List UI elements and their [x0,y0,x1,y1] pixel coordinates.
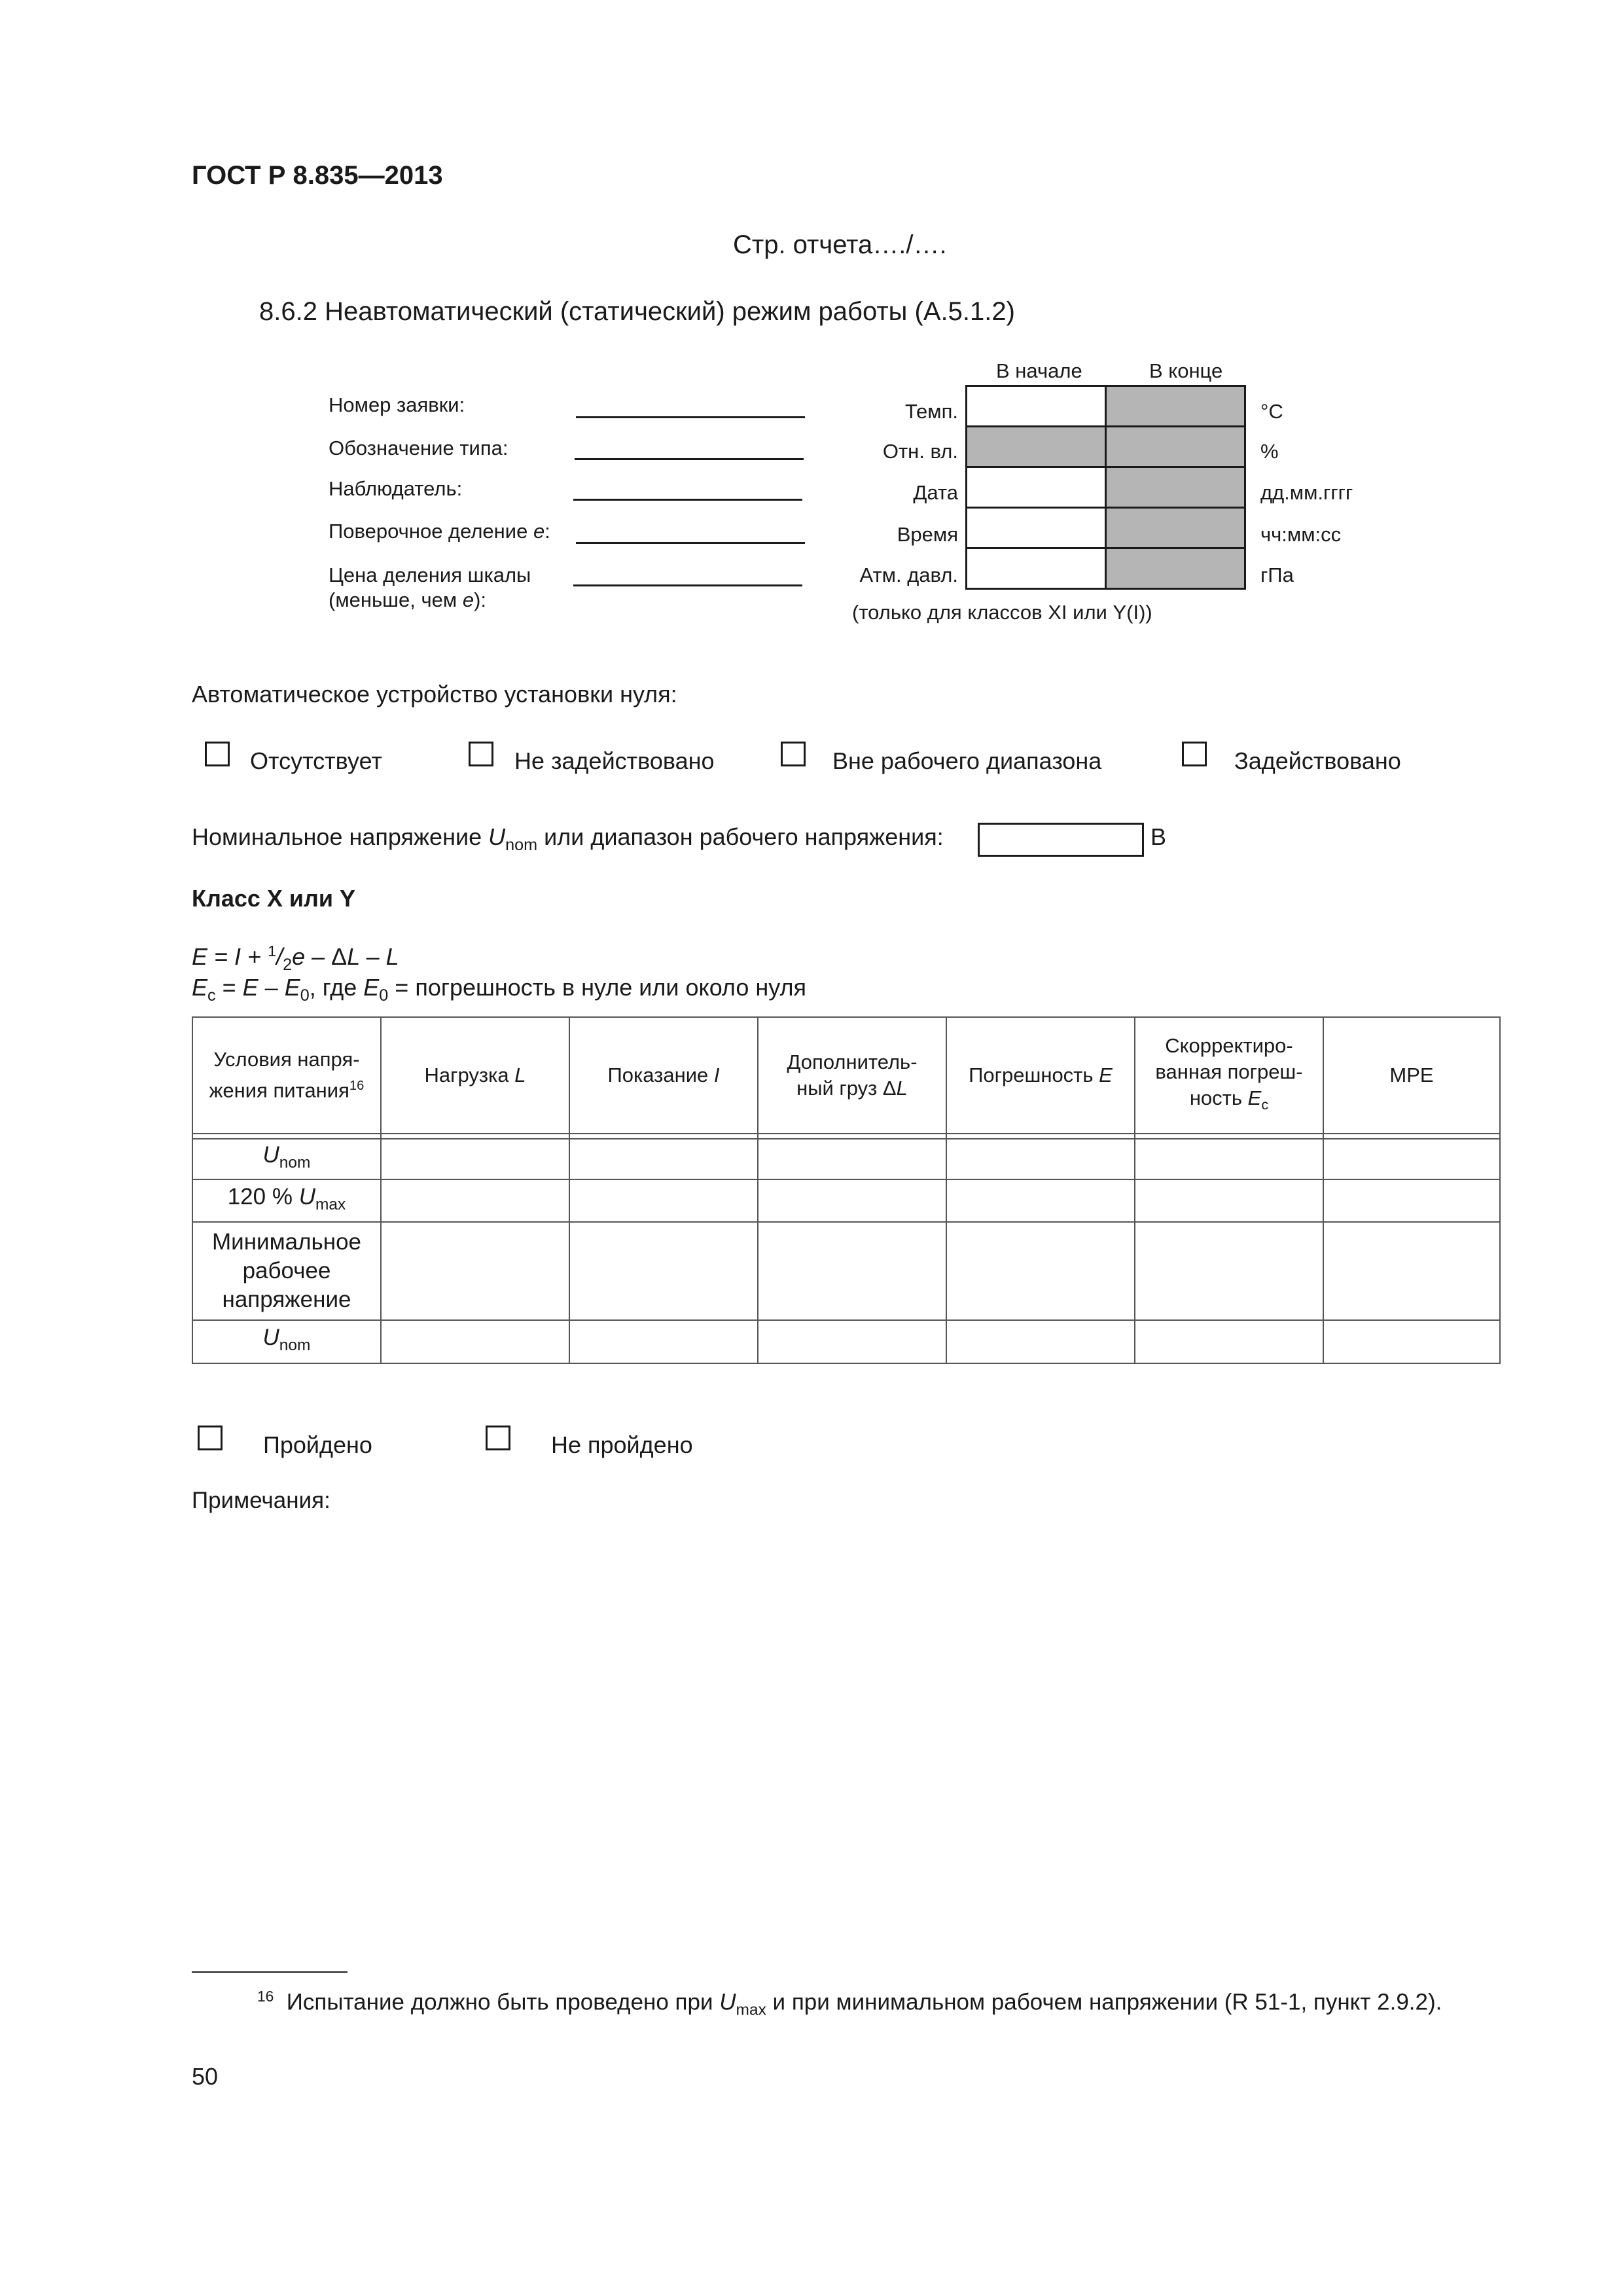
checkbox-out-of-range[interactable] [781,742,806,766]
formula-error: $E = I + ^1/_2e - \Delta L - L$ [192,942,399,975]
field-label-scale-interval: Цена деления шкалы (меньше, чем e): [329,564,531,611]
time-end-cell [1106,508,1245,548]
checkbox-out-of-range-label: Вне рабочего диапазона [832,747,1102,774]
col-end-header: В конце [1149,359,1223,382]
cond-label-date: Дата [913,481,958,504]
unit-date: дд.мм.гггг [1260,481,1353,504]
row-label-unom: $U_{nom}$ [192,1139,381,1179]
date-end-cell [1106,467,1245,508]
nominal-voltage-label: Номинальное напряжение $U_{nom}$ или диапазон рабочего напряжения: [192,823,944,855]
section-title: 8.6.2 Неавтоматический (статический) режим работы (А.5.1.2) [259,297,1015,326]
unit-time: чч:мм:сс [1260,523,1342,546]
field-label-verification-division: Поверочное деление e: [329,520,550,543]
time-start-cell[interactable] [967,508,1106,548]
col-header-corrected-error: Скорректиро- ванная погреш- ность $E_c$ [1135,1017,1323,1134]
unit-humidity: % [1260,440,1279,463]
col-header-voltage-conditions: Условия напря- жения питания$^{16}$ [192,1017,381,1134]
field-line-type[interactable] [575,458,804,460]
notes-label: Примечания: [192,1488,330,1513]
col-header-additional-load: Дополнитель- ный груз ΔL [758,1017,946,1134]
checkbox-failed-label: Не пройдено [551,1431,693,1458]
col-header-load: Нагрузка L [381,1017,569,1134]
checkbox-engaged[interactable] [1182,742,1207,766]
checkbox-not-engaged-label: Не задействовано [514,747,715,774]
date-start-cell[interactable] [967,467,1106,508]
row-label-min-voltage: Минимальное рабочее напряжение [192,1222,381,1320]
table-row [192,1222,1500,1320]
checkbox-passed-label: Пройдено [263,1431,372,1458]
field-label-observer: Наблюдатель: [329,477,463,500]
page-number: 50 [192,2063,219,2090]
checkbox-failed[interactable] [486,1426,510,1450]
unit-temp: °C [1260,400,1283,423]
test-results-table [192,1016,1501,1364]
table-row [192,1320,1500,1363]
table-row [192,1139,1500,1179]
col-header-indication: Показание I [569,1017,758,1134]
class-title: Класс X или Y [192,885,356,912]
row-label-unom-repeat: $U_{nom}$ [192,1320,381,1363]
voltage-input-box[interactable] [978,823,1144,857]
standard-number: ГОСТ Р 8.835—2013 [192,161,443,190]
checkbox-absent[interactable] [205,742,230,766]
pressure-start-cell[interactable] [967,548,1106,589]
zero-device-label: Автоматическое устройство установки нуля: [192,681,677,708]
cond-label-pressure: Атм. давл. [859,564,958,586]
table-row [192,1179,1500,1222]
field-line-observer[interactable] [573,499,802,501]
voltage-unit: В [1150,823,1167,850]
temp-start-cell[interactable] [967,386,1106,427]
field-line-scale-interval[interactable] [573,584,802,586]
checkbox-engaged-label: Задействовано [1234,747,1401,774]
checkbox-absent-label: Отсутствует [250,747,382,774]
field-line-application[interactable] [576,416,805,418]
col-header-error: Погрешность E [946,1017,1135,1134]
field-label-type: Обозначение типа: [329,437,508,459]
cond-label-humidity: Отн. вл. [882,440,958,463]
row-label-umax: 120 % $U_{max}$ [192,1179,381,1222]
humidity-start-cell [967,427,1106,467]
footnote-separator [192,1971,348,1973]
cond-label-time: Время [897,523,958,546]
temp-end-cell [1106,386,1245,427]
report-page-ref: Стр. отчета…./…. [733,230,947,259]
field-label-application: Номер заявки: [329,393,465,416]
col-start-header: В начале [996,359,1082,382]
humidity-end-cell [1106,427,1245,467]
pressure-end-cell [1106,548,1245,589]
cond-label-temp: Темп. [904,400,958,423]
footnote: $^{16}$ Испытание должно быть проведено при $U_{max}$ и при минимальном рабочем напряжении (R 51-1, пункт 2.9.2). [257,1988,1442,2019]
unit-pressure: гПа [1260,564,1294,586]
checkbox-passed[interactable] [198,1426,223,1450]
formula-corrected-error: $E_c = E - E_0$, где $E_0$ = погрешность в нуле или около нуля [192,974,806,1005]
field-line-verification-division[interactable] [576,542,805,544]
conditions-grid [965,385,1246,590]
conditions-note: (только для классов XI или Y(I)) [852,601,1152,624]
checkbox-not-engaged[interactable] [469,742,493,766]
col-header-mpe: MPE [1323,1017,1500,1134]
